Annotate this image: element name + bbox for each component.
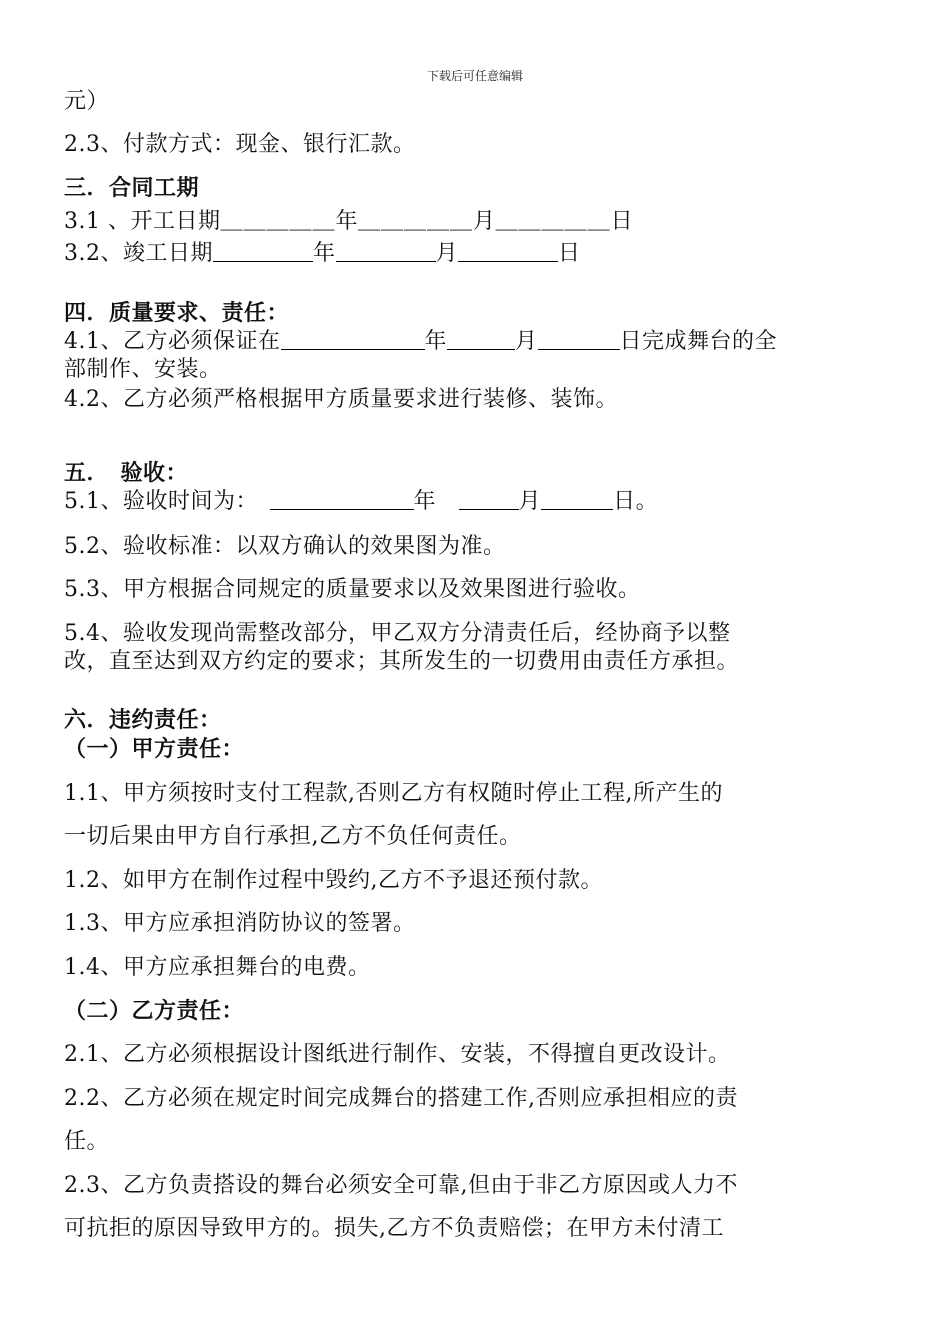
blank-month — [447, 329, 515, 350]
blank-day — [541, 489, 613, 510]
blank-year — [213, 241, 313, 262]
year-label: 年 — [424, 329, 448, 354]
clause-5-1-tail: 日。 — [613, 489, 659, 514]
blank-day — [458, 241, 558, 262]
month-label: 月 — [473, 209, 496, 234]
section-heading-5: 五． 验收： — [64, 461, 189, 486]
clause-2-3: 2.3、付款方式：现金、银行汇款。 — [64, 132, 416, 157]
clause-a-1-4: 1.4、甲方应承担舞台的电费。 — [64, 955, 371, 980]
dash-fill: ＿＿＿＿＿ — [495, 209, 611, 234]
section-heading-6: 六．违约责任： — [64, 708, 222, 733]
blank-month — [336, 241, 436, 262]
clause-5-3: 5.3、甲方根据合同规定的质量要求以及效果图进行验收。 — [64, 577, 641, 602]
clause-b-2-1: 2.1、乙方必须根据设计图纸进行制作、安装，不得擅自更改设计。 — [64, 1042, 731, 1067]
day-label: 日 — [610, 209, 634, 234]
section-heading-4: 四．质量要求、责任： — [64, 301, 290, 326]
text-line: 一切后果由甲方自行承担,乙方不负任何责任。 — [64, 824, 522, 849]
clause-a-1-2: 1.2、如甲方在制作过程中毁约,乙方不予退还预付款。 — [64, 868, 603, 893]
blank-day — [538, 329, 620, 350]
month-label: 月 — [515, 329, 538, 354]
clause-b-2-2: 2.2、乙方必须在规定时间完成舞台的搭建工作,否则应承担相应的责 — [64, 1086, 738, 1111]
clause-3-2 — [64, 240, 581, 268]
clause-4-1-tail: 日完成舞台的全 — [619, 329, 778, 354]
page-header: 下载后可任意编辑 — [426, 69, 523, 83]
text-line: 改，直至达到双方约定的要求；其所发生的一切费用由责任方承担。 — [64, 649, 740, 674]
day-label: 日 — [558, 241, 581, 266]
section-heading-3: 三．合同工期 — [64, 176, 200, 201]
clause-a-1-1: 1.1、甲方须按时支付工程款,否则乙方有权随时停止工程,所产生的 — [64, 781, 723, 806]
text-line: 任。 — [64, 1129, 110, 1154]
month-label: 月 — [518, 489, 542, 514]
clause-5-1-label: 5.1、验收时间为： — [64, 489, 247, 514]
subheading-party-a: （一）甲方责任： — [64, 737, 245, 762]
clause-a-1-3: 1.3、甲方应承担消防协议的签署。 — [64, 911, 416, 936]
clause-3-1-label: 3.1 、开工日期 — [64, 209, 221, 234]
subheading-party-b: （二）乙方责任： — [64, 999, 245, 1024]
blank-year — [270, 489, 414, 510]
clause-5-2: 5.2、验收标准：以双方确认的效果图为准。 — [64, 534, 506, 559]
year-label: 年 — [313, 241, 336, 266]
dash-fill: ＿＿＿＿＿ — [358, 209, 474, 234]
clause-5-1 — [64, 488, 658, 516]
clause-3-1 — [64, 208, 633, 236]
clause-4-2: 4.2、乙方必须严格根据甲方质量要求进行装修、装饰。 — [64, 387, 618, 412]
month-label: 月 — [435, 241, 459, 266]
clause-b-2-3: 2.3、乙方负责搭设的舞台必须安全可靠,但由于非乙方原因或人力不 — [64, 1173, 738, 1198]
text-line: 可抗拒的原因导致甲方的。损失,乙方不负责赔偿；在甲方未付清工 — [64, 1216, 724, 1241]
text-line: 元） — [64, 89, 110, 114]
dash-fill: ＿＿＿＿＿ — [220, 209, 336, 234]
year-label: 年 — [413, 489, 437, 514]
clause-3-2-label: 3.2、竣工日期 — [64, 241, 213, 266]
text-line: 部制作、安装。 — [64, 357, 222, 382]
clause-4-1 — [64, 328, 777, 356]
year-label: 年 — [335, 209, 359, 234]
blank-year — [281, 329, 425, 350]
clause-4-1-label: 4.1、乙方必须保证在 — [64, 329, 281, 354]
clause-5-4: 5.4、验收发现尚需整改部分，甲乙双方分清责任后，经协商予以整 — [64, 621, 731, 646]
blank-month — [459, 489, 519, 510]
